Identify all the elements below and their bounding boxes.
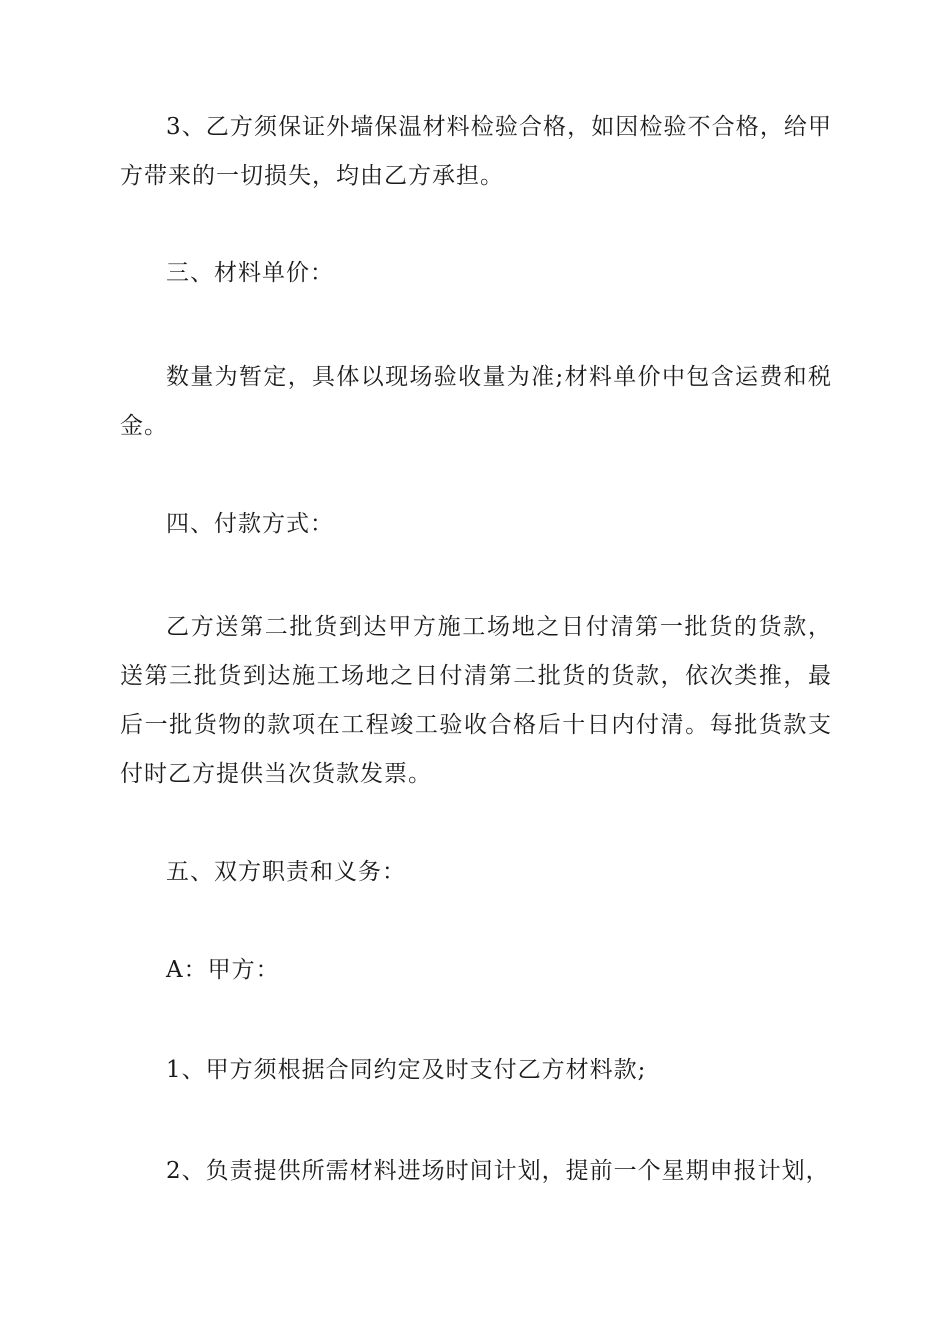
party-a-clause-2: 2、负责提供所需材料进场时间计划，提前一个星期申报计划，: [166, 1158, 830, 1184]
party-a-heading: A：甲方：: [166, 957, 280, 983]
unit-price-paragraph: 数量为暂定，具体以现场验收量为准;材料单价中包含运费和税金。: [120, 364, 832, 439]
section-heading-duties: 五、双方职责和义务：: [166, 859, 406, 885]
party-a-clause-1: 1、甲方须根据合同约定及时支付乙方材料款;: [166, 1057, 647, 1083]
section-heading-payment: 四、付款方式：: [166, 511, 334, 537]
payment-paragraph: 乙方送第二批货到达甲方施工场地之日付清第一批货的货款，送第三批货到达施工场地之日付清第二批货的货款，依次类推，最后一批货物的款项在工程竣工验收合格后十日内付清。每批货款支付时乙方提供当次货款发票。: [120, 614, 832, 787]
section-heading-unit-price: 三、材料单价：: [166, 260, 334, 286]
clause-3-quality: 3、乙方须保证外墙保温材料检验合格，如因检验不合格，给甲方带来的一切损失，均由乙方承担。: [120, 114, 832, 189]
